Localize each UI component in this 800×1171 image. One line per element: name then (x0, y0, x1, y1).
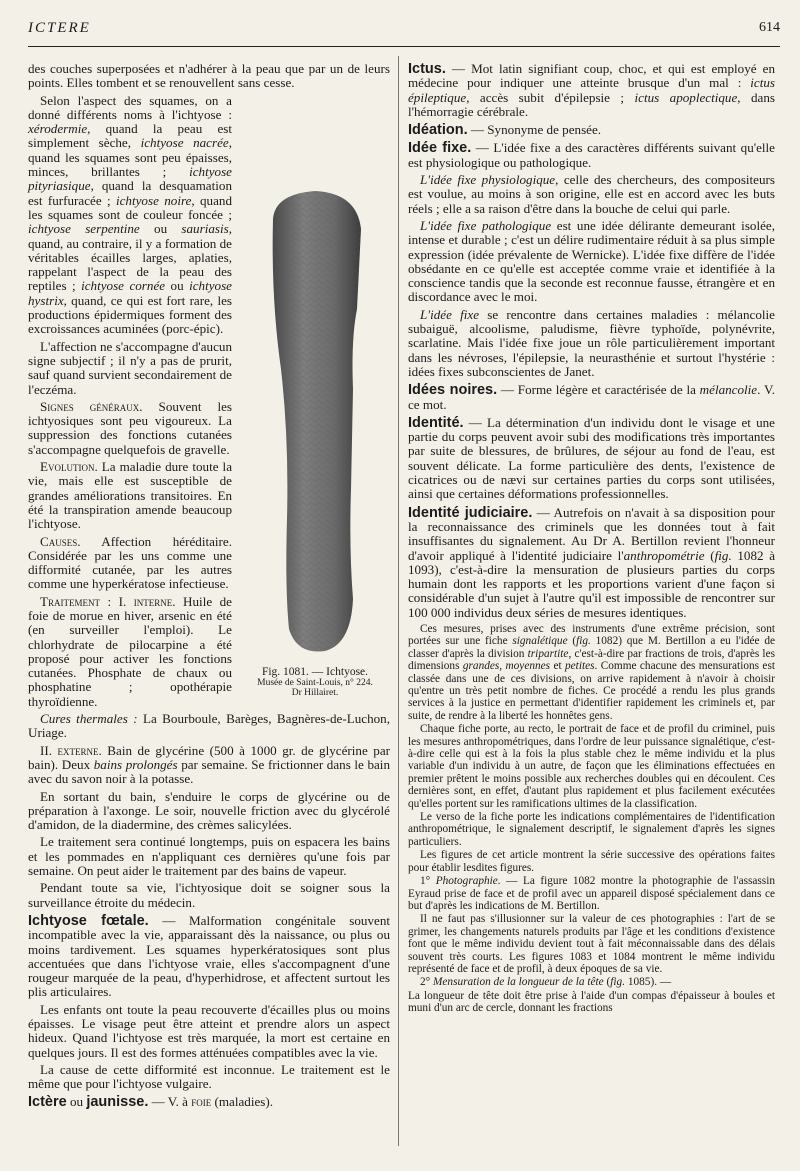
page-number: 614 (759, 20, 780, 35)
figure-source-line-2: Dr Hillairet. (291, 688, 339, 699)
entry-ictus: Ictus. — Mot latin signifiant coup, choc, et qui est employé en médecine pour indiquer une atteinte brusque d'un mal : ictus épileptique, accès subit d'épilepsie ; ictus apoplectique, dans l'hémorragie cérébrale. (408, 61, 775, 119)
paragraph-illusion-photographies: Il ne faut pas s'illusionner sur la valeur de ces photographies : l'art de se grimer, les changements naturels produits par l'âge et les conditions d'existence font que le même individu devient tout à fait méconnaissable dans des délais souvent très courts. Les figures 1083 et 1084 montrent le même individu représenté de face et de profil, à deux époques de sa vie. (408, 913, 775, 975)
paragraph-affection: L'affection ne s'accompagne d'aucun signe subjectif ; il n'y a pas de prurit, sauf quand survient secondairement de l'eczéma. (28, 338, 232, 397)
left-column (28, 62, 390, 1113)
paragraph-pendant-vie: Pendant toute sa vie, l'ichtyosique doit se soigner sous la surveillance étroite du médecin. (28, 880, 390, 910)
headword: Ictère (28, 1094, 67, 1111)
entry-ictere: Ictère ou jaunisse. — V. à foie (maladies). (28, 1094, 274, 1111)
ichthyosis-limb-photo (245, 189, 385, 659)
paragraph-fiche-recto: Chaque fiche porte, au recto, le portrait de face et de profil du criminel, puis les mesures anthropométriques, dans l'ordre de leur puissance signalétique, c'est-à-dire celle qui est à la fois la plus stable chez le même individu et la plus variable d'un individu à un autre, de façon que les éliminations effectuées en premier prêtent le moins possible aux recherches doubles qui en découlent. Ces dernières sont, en effet, d'autant plus rapidement et plus facilement exécutées qu'elles portent sur les ramifications ultimes de la classification. (408, 723, 775, 810)
headword: Idée fixe. (408, 140, 472, 157)
headword: Ictus. (408, 61, 446, 77)
figure-1081 (240, 189, 390, 699)
right-column (408, 62, 775, 1016)
paragraph-cures-thermales: Cures thermales : La Bourboule, Barèges, Bagnères-de-Luchon, Uriage. (28, 711, 390, 741)
entry-identite: Identité. — La détermination d'un individu dont le visage et une partie du corps peuvent avoir subi des modifications très importantes par suite de blessures, de brûlures, de séjour au fond de l'eau, est souvent délicate. La forme particulière des dents, l'existence de cicatrices ou de nævi sur certaines parties du corps sont utilisées, ainsi que certaines déformations professionnelles. (408, 414, 775, 502)
paragraph-idee-fixe-physiologique: L'idée fixe physiologique, celle des chercheurs, des compositeurs est voulue, au moins à son origine, elle est en accord avec les buts réels ; elle a sa raison d'être dans la bouche de celui qui parle. (408, 172, 775, 216)
header-title: ICTERE (28, 20, 91, 36)
entry-ideation: Idéation. — Synonyme de pensée. (408, 122, 602, 139)
paragraph-causes: Causes. Affection héréditaire. Considérée par les uns comme une difformité cutanée, par les autres comme une hyperkératose infectieuse. (28, 533, 232, 592)
paragraph-squames: Selon l'aspect des squames, on a donné différents noms à l'ichtyose : xérodermie, quand la peau est simplement sèche, ichtyose nacrée, quand les squames sont peu épaisses, minces, brillantes ; ichtyose pityriasique, quand la desquamation est furfuracée ; ichtyose noire, quand les squames sont de couleur foncée ; ichtyose serpentine ou sauriasis, quand, au contraire, il y a formation de véritables écailles larges, aplaties, rappelant l'aspect de la peau des reptiles ; ichtyose cornée ou ichtyose hystrix, quand, ce qui est fort rare, les productions épidermiques forment des excroissances acuminées (porc-épic). (28, 92, 233, 337)
paragraph-traitement-interne: Traitement : I. interne. Huile de foie de morue en hiver, arsenic en été (en surveiller l'emploi). Le chlorhydrate de pilocarpine a été proposé pour activer les fonctions cutanées. Phosphate de chaux ou phosphatine ; opothérapie thyroïdienne. (28, 593, 232, 709)
entry-idee-fixe: Idée fixe. — L'idée fixe a des caractères différents suivant qu'elle est physiologique ou pathologique. (408, 140, 775, 170)
small-print-section (408, 623, 775, 1015)
paragraph-traitement-externe: II. externe. Bain de glycérine (500 à 1000 gr. de glycérine par bain). Deux bains prolongés par semaine. Se frictionner dans le bain avec du savon noir à la potasse. (28, 742, 390, 787)
paragraph-enfants: Les enfants ont toute la peau recouverte d'écailles plus ou moins épaisses. Le visage peut être atteint et prendre alors un aspect hideux. Quand l'ichtyose est très marquée, la mort est certaine en quelques jours. Il est des formes atténuées compatibles avec la vie. (28, 1001, 390, 1060)
entry-idees-noires: Idées noires. — Forme légère et caractérisée de la mélancolie. V. ce mot. (408, 382, 775, 412)
paragraph-signes-generaux: Signes généraux. Souvent les ichtyosiques sont peu vigoureux. La suppression des fonctions cutanées s'accompagne quelquefois de gravelle. (28, 398, 232, 457)
paragraph-traitement-continue: Le traitement sera continué longtemps, puis on espacera les bains et les pommades en n'appliquant ces dernières qu'une fois par semaine. On peut aider le traitement par des bains de vapeur. (28, 834, 390, 879)
figure-source-line-1: Musée de Saint-Louis, n° 224. (257, 677, 373, 688)
paragraph-mensuration-tete: 2° Mensuration de la longueur de la tête (fig. 1085). — (420, 976, 672, 989)
paragraph-idee-fixe-maladies: L'idée fixe se rencontre dans certaines maladies : mélancolie subaiguë, alcoolisme, paludisme, fièvre typhoïde, polynévrite, scarlatine. Mais l'idée fixe joue un rôle particulièrement important dans les névroses, l'épilepsie, la neurasthénie et surtout l'hystérie : idées fixes subconscientes de Janet. (408, 306, 775, 379)
paragraph-cause-difformite: La cause de cette difformité est inconnue. Le traitement est le même que pour l'ichtyose vulgaire. (28, 1061, 390, 1092)
paragraph-idee-fixe-pathologique: L'idée fixe pathologique est une idée délirante demeurant isolée, intense et durable ; c'est un délire rudimentaire réduit à sa plus simple expression (idée prévalente de Wernicke). L'idée fixe diffère de l'idée obsédante en ce qu'elle est acceptée comme vraie et identifiée à la conscience tandis que la seconde est reconnue fausse, étrangère et en discordance avec le moi. (408, 217, 776, 305)
paragraph-longueur-tete: La longueur de tête doit être prise à l'aide d'un compas d'épaisseur à boules et muni d'un arc de cercle, donnant les fractions (408, 989, 775, 1015)
figure-caption: Fig. 1081. — Ichtyose. (261, 665, 369, 678)
headword: Idéation. (408, 122, 468, 139)
paragraph-photographie: 1° Photographie. — La figure 1082 montre la photographie de l'assassin Eyraud prise de face et de profil avec un appareil disposé spécialement dans ce but d'après les indications de M. Bertillon. (408, 875, 775, 912)
paragraph-continuation: des couches superposées et n'adhérer à la peau que par un de leurs points. Elles tombent et se renouvellent sans cesse. (28, 61, 390, 91)
entry-ichtyose-foetale: Ichtyose fœtale. — Malformation congénitale souvent incompatible avec la vie, apparaissant dès la naissance, ou plus ou moins tardivement. Les squames hyperkératosiques sont plus accentuées que dans l'ichtyose vraie, elles s'accompagnent d'une rougeur marquée de la peau, d'hyperhidrose, et affectent surtout les plis articulaires. (28, 912, 390, 1000)
entry-identite-judiciaire: Identité judiciaire. — Autrefois on n'avait à sa disposition pour la reconnaissance des criminels que les données tout à fait insuffisantes du signalement. Au Dr A. Bertillon revient l'honneur d'avoir appliqué à l'identité judiciaire l'anthropométrie (fig. 1082 à 1093), c'est-à-dire la mensuration de plusieurs parties du corps humain dont les rapports et les proportions varient d'une façon si considérable d'un sujet à l'autre qu'il est impossible de rencontrer sur 100 000 individus deux séries de mesures identiques. (408, 504, 776, 620)
headword: Idées noires. (408, 382, 498, 399)
paragraph-fiche-verso: Le verso de la fiche porte les indications complémentaires de l'identification anthropométrique, le signalement descriptif, le signalement d'après les signes particuliers. (408, 811, 775, 848)
running-header (28, 18, 780, 47)
headword: Identité judiciaire. (408, 504, 533, 521)
paragraph-evolution: Evolution. La maladie dure toute la vie, mais elle est susceptible de grandes améliorations transitoires. En été la transpiration amende beaucoup l'ichtyose. (28, 459, 232, 532)
headword: Ichtyose fœtale. (28, 912, 149, 929)
paragraph-mesures: Ces mesures, prises avec des instruments d'une extrême précision, sont portées sur une fiche signalétique (fig. 1082) que M. Bertillon a eu l'idée de classer d'après la division tripartite, c'est-à-dire par fractions de trois, d'après les dimensions grandes, moyennes et petites. Comme chacune des mensurations est classée dans une de ces divisions, on arrive rapidement à n'avoir à choisir qu'entre un très petit nombre de fiches. Ce procédé a rendu les plus grands services à la justice en permettant d'identifier rapidement les criminels et, par suite, de rendre à la liberté les honnêtes gens. (408, 622, 775, 722)
paragraph-figures-article: Les figures de cet article montrent la série successive des opérations faites pour établir lesdites figures. (408, 849, 775, 874)
column-divider (398, 56, 399, 1146)
paragraph-sortant-bain: En sortant du bain, s'enduire le corps de glycérine ou de préparation à l'axonge. Le soir, nouvelle friction avec du glycérolé d'amidon, de la diadermine, des crèmes salicylées. (28, 788, 390, 833)
headword: Identité. (408, 414, 464, 431)
